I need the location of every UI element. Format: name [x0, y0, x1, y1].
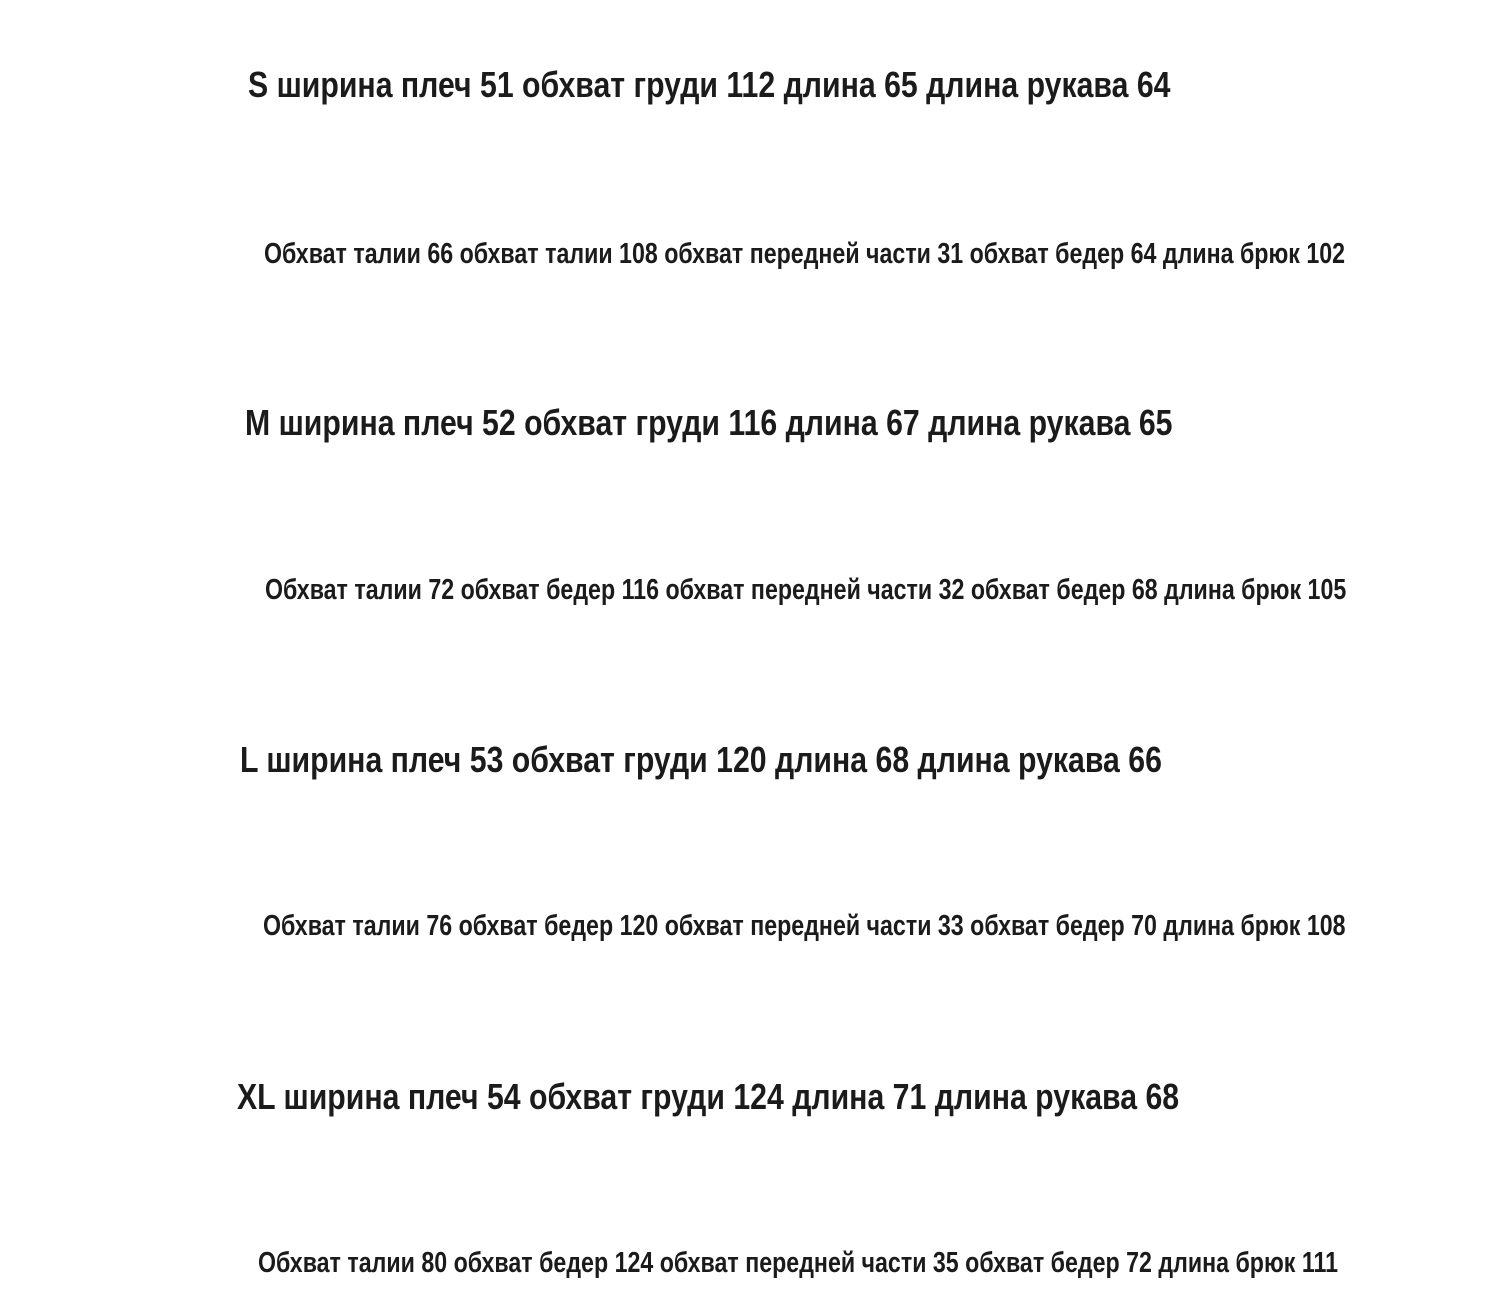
size-l-top-measurements: L ширина плеч 53 обхват груди 120 длина 68 длина рукава 66	[240, 739, 1162, 780]
size-m-top-measurements: M ширина плеч 52 обхват груди 116 длина 67 длина рукава 65	[245, 402, 1173, 443]
size-xl-top-measurements: XL ширина плеч 54 обхват груди 124 длина 71 длина рукава 68	[237, 1076, 1180, 1117]
size-s-bottom-measurements: Обхват талии 66 обхват талии 108 обхват передней части 31 обхват бедер 64 длина брюк 102	[264, 238, 1346, 270]
size-l-bottom-measurements: Обхват талии 76 обхват бедер 120 обхват передней части 33 обхват бедер 70 длина брюк 108	[263, 910, 1346, 942]
size-m-bottom-measurements: Обхват талии 72 обхват бедер 116 обхват передней части 32 обхват бедер 68 длина брюк 105	[265, 574, 1347, 606]
size-xl-bottom-measurements: Обхват талии 80 обхват бедер 124 обхват передней части 35 обхват бедер 72 длина брюк 111	[258, 1247, 1338, 1279]
size-s-top-measurements: S ширина плеч 51 обхват груди 112 длина 65 длина рукава 64	[248, 64, 1171, 105]
